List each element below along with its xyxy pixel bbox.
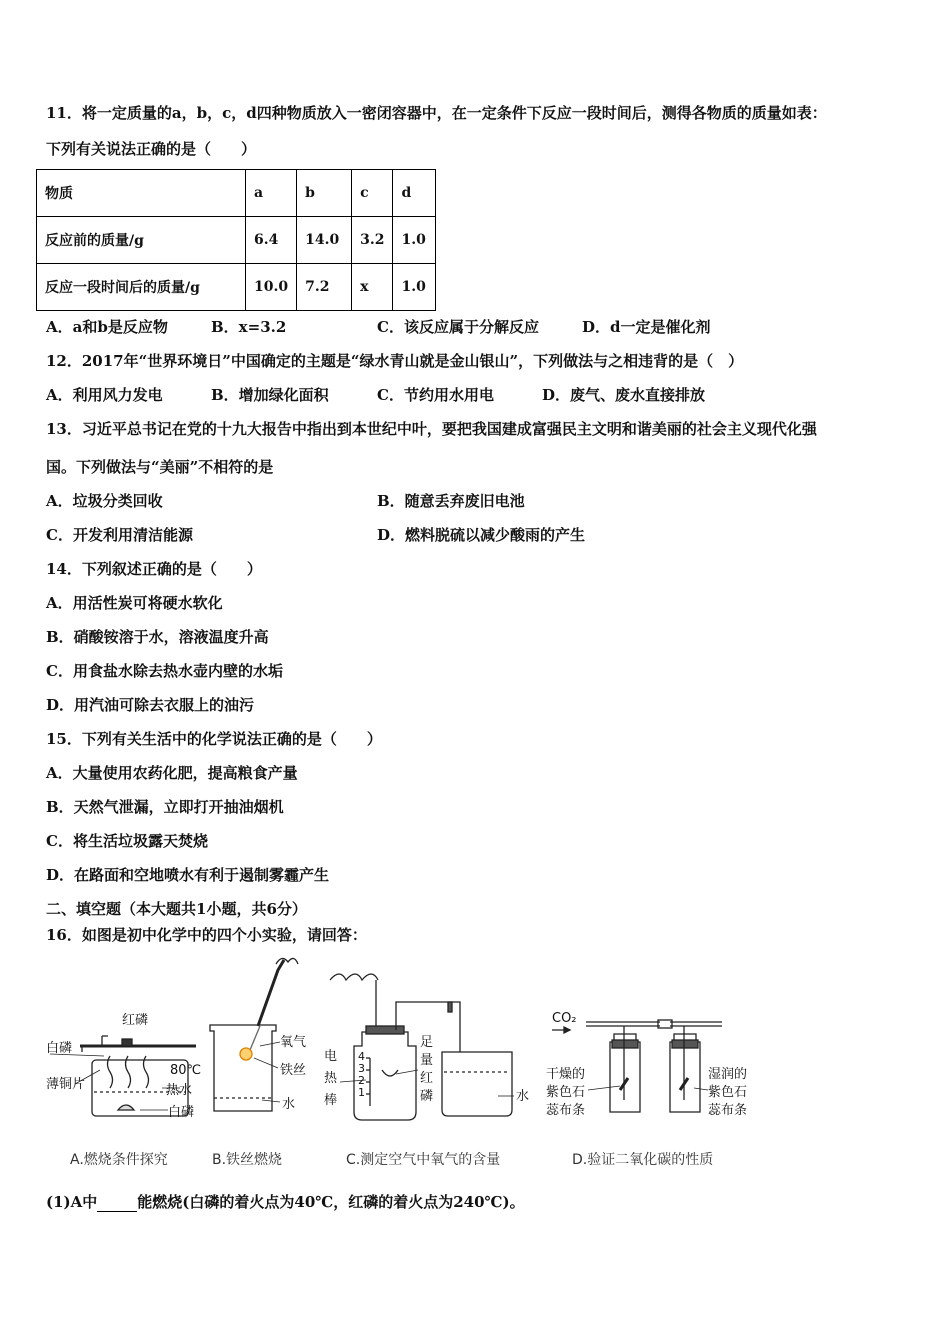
q11-mass-table	[36, 169, 436, 311]
label-rod-char: 棒	[324, 1093, 338, 1108]
q13-stem-line2: 国。下列做法与“美丽”不相符的是	[46, 458, 274, 476]
q13-stem-line1: 13．习近平总书记在党的十九大报告中指出到本世纪中叶，要把我国建成富强民主文明和谐美丽的社会主义现代化强	[46, 420, 817, 438]
q16-sub1-suffix: 能燃烧(白磷的着火点为40℃，红磷的着火点为240℃)。	[137, 1193, 525, 1211]
table-cell: 6.4	[246, 217, 297, 264]
q12-option-a[interactable]: A．利用风力发电	[46, 386, 163, 404]
label-copper-sheet: 薄铜片	[46, 1077, 86, 1092]
table-cell: 14.0	[297, 217, 352, 264]
label-water-c: 水	[516, 1089, 530, 1104]
label-phosphorus-char: 足	[420, 1035, 434, 1050]
q12-option-c[interactable]: C．节约用水用电	[377, 386, 494, 404]
q11-stem-line1: 11．将一定质量的a，b，c，d四种物质放入一密闭容器中，在一定条件下反应一段时间后，测得各物质的质量如表：	[46, 104, 827, 122]
q14-option-d[interactable]: D．用汽油可除去衣服上的油污	[46, 696, 255, 714]
scale-tick-label: 1	[358, 1086, 365, 1099]
q16-figure	[40, 950, 780, 1175]
table-cell: 1.0	[393, 217, 436, 264]
q13-option-b[interactable]: B．随意丢弃废旧电池	[377, 492, 525, 510]
q14-stem: 14．下列叙述正确的是（ ）	[46, 560, 262, 578]
table-header-row	[37, 170, 436, 217]
caption-b: B.铁丝燃烧	[212, 1152, 283, 1168]
q15-option-c[interactable]: C．将生活垃圾露天焚烧	[46, 832, 208, 850]
label-iron-wire: 铁丝	[280, 1063, 307, 1078]
label-oxygen: 氧气	[280, 1035, 307, 1050]
label-water-b: 水	[282, 1097, 296, 1112]
label-red-phosphorus: 红磷	[122, 1013, 149, 1028]
q11-option-d[interactable]: D．d一定是催化剂	[582, 318, 711, 336]
q11-option-c[interactable]: C．该反应属于分解反应	[377, 318, 539, 336]
scale-tick-label: 2	[358, 1074, 365, 1087]
caption-d: D.验证二氧化碳的性质	[572, 1152, 714, 1168]
label-white-phosphorus-top: 白磷	[46, 1041, 73, 1056]
table-header-cell: a	[246, 170, 297, 217]
label-dry-strip: 干燥的	[546, 1067, 586, 1082]
answer-blank[interactable]	[97, 1195, 137, 1212]
table-cell: 7.2	[297, 264, 352, 311]
q11-stem-line2: 下列有关说法正确的是（ ）	[46, 140, 257, 158]
label-temperature: 80℃	[170, 1063, 202, 1078]
label-phosphorus-char: 红	[420, 1071, 434, 1086]
q14-option-b[interactable]: B．硝酸铵溶于水，溶液温度升高	[46, 628, 269, 646]
caption-c: C.测定空气中氧气的含量	[346, 1152, 501, 1168]
q12-stem: 12．2017年“世界环境日”中国确定的主题是“绿水青山就是金山银山”，下列做法与之相违背的是（ ）	[46, 352, 744, 370]
table-header-cell: 物质	[37, 170, 246, 217]
q13-option-d[interactable]: D．燃料脱硫以减少酸雨的产生	[377, 526, 586, 544]
label-phosphorus-char: 量	[420, 1053, 434, 1068]
table-cell: 反应一段时间后的质量/g	[37, 264, 246, 311]
label-co2: CO₂	[552, 1011, 577, 1026]
label-rod-char: 热	[324, 1071, 338, 1086]
scale-tick-label: 3	[358, 1062, 365, 1075]
table-cell: 1.0	[393, 264, 436, 311]
label-hot-water: 热水	[166, 1083, 193, 1098]
table-cell: 反应前的质量/g	[37, 217, 246, 264]
label-dry-strip: 蕊布条	[546, 1103, 586, 1118]
q14-option-c[interactable]: C．用食盐水除去热水壶内壁的水垢	[46, 662, 283, 680]
q13-option-c[interactable]: C．开发利用清洁能源	[46, 526, 193, 544]
q15-stem: 15．下列有关生活中的化学说法正确的是（ ）	[46, 730, 382, 748]
label-dry-strip: 紫色石	[546, 1085, 586, 1100]
table-row	[37, 264, 436, 311]
label-wet-strip: 蕊布条	[708, 1103, 748, 1118]
q15-option-b[interactable]: B．天然气泄漏，立即打开抽油烟机	[46, 798, 284, 816]
q15-option-d[interactable]: D．在路面和空地喷水有利于遏制雾霾产生	[46, 866, 330, 884]
table-cell: 3.2	[352, 217, 393, 264]
q16-stem: 16．如图是初中化学中的四个小实验，请回答：	[46, 926, 367, 944]
table-cell: 10.0	[246, 264, 297, 311]
q15-option-a[interactable]: A．大量使用农药化肥，提高粮食产量	[46, 764, 298, 782]
q11-option-a[interactable]: A．a和b是反应物	[46, 318, 168, 336]
scale-tick-label: 4	[358, 1050, 365, 1063]
q13-option-a[interactable]: A．垃圾分类回收	[46, 492, 163, 510]
q16-sub1-prefix: (1)A中	[46, 1193, 98, 1211]
q12-option-b[interactable]: B．增加绿化面积	[211, 386, 329, 404]
label-white-phosphorus-bottom: 白磷	[168, 1105, 195, 1120]
label-phosphorus-char: 磷	[420, 1089, 434, 1104]
caption-a: A.燃烧条件探究	[70, 1152, 168, 1168]
table-header-cell: d	[393, 170, 436, 217]
label-wet-strip: 湿润的	[708, 1067, 748, 1082]
label-wet-strip: 紫色石	[708, 1085, 748, 1100]
table-header-cell: b	[297, 170, 352, 217]
q16-sub1	[46, 1192, 525, 1212]
table-row	[37, 217, 436, 264]
q11-option-b[interactable]: B．x=3.2	[211, 318, 287, 336]
table-header-cell: c	[352, 170, 393, 217]
label-rod-char: 电	[324, 1049, 338, 1064]
q14-option-a[interactable]: A．用活性炭可将硬水软化	[46, 594, 223, 612]
table-cell: x	[352, 264, 393, 311]
section-heading: 二、填空题（本大题共1小题，共6分）	[46, 900, 307, 918]
q12-option-d[interactable]: D．废气、废水直接排放	[542, 386, 706, 404]
